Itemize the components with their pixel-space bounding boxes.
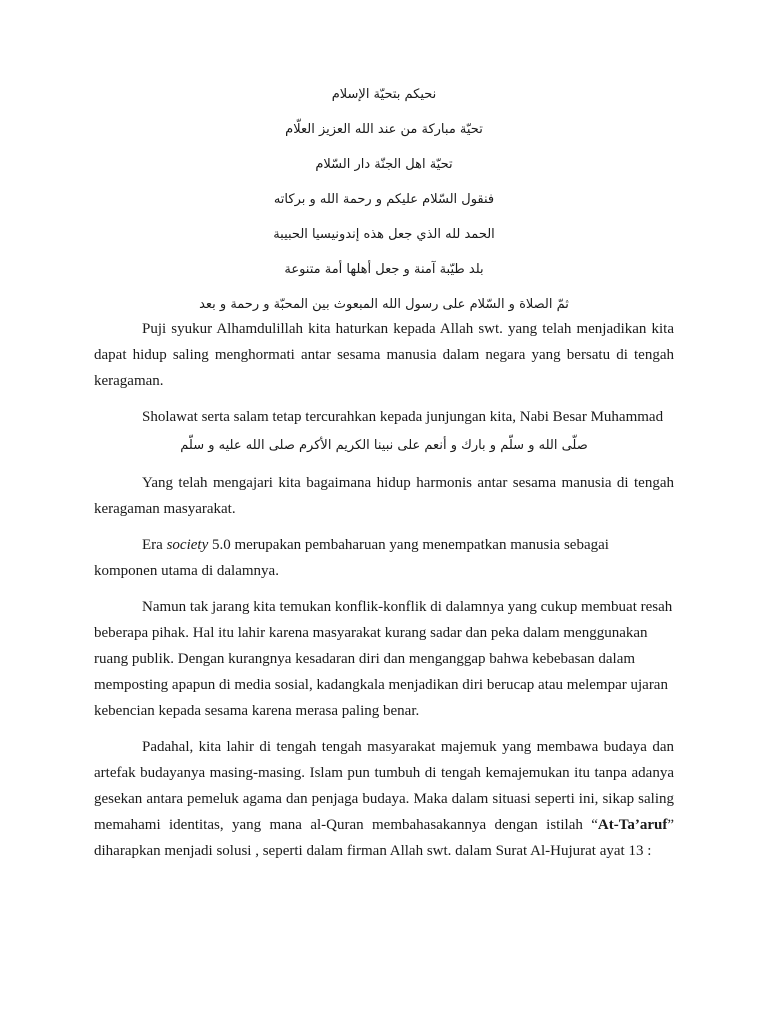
arabic-line: فنقول السّلام عليكم و رحمة الله و بركاته [273, 192, 495, 207]
paragraph-sholawat [94, 404, 674, 430]
paragraph-text: Puji syukur Alhamdulillah kita haturkan kepada Allah swt. yang telah menjadikan kita dapat hidup saling menghormati antar sesama manusia dalam negara yang bersatu di tengah keragaman. [94, 321, 674, 389]
paragraph-conflict [94, 594, 674, 724]
arabic-line: تحيّة مباركة من عند الله العزيز العلّام [285, 122, 483, 137]
paragraph-society [94, 532, 674, 584]
paragraph-text: ” diharapkan menjadi solusi , seperti dalam firman Allah swt. dalam Surat Al-Hujurat ayat 13 : [94, 817, 674, 859]
paragraph-harmony [94, 470, 674, 522]
arabic-line: بلد طيّبة آمنة و جعل أهلها أمة متنوعة [284, 262, 484, 277]
italic-term: society [166, 537, 209, 553]
arabic-opening-greeting [94, 84, 674, 329]
paragraph-text: Yang telah mengajari kita bagaimana hidup harmonis antar sesama manusia di tengah keragaman masyarakat. [94, 475, 674, 517]
speech-body [94, 316, 674, 874]
paragraph-text: Namun tak jarang kita temukan konflik-konflik di dalamnya yang cukup membuat resah beberapa pihak. Hal itu lahir karena masyarakat kurang sadar dan peka dalam menggunakan ruang publik. Dengan kurangnya kesadaran diri dan menganggap bahwa kebebasan dalam memposting apapun di media sosial, kadangkala menjadikan diri berucap atau melempar ujaran kebencian kepada sesama karena merasa paling benar. [94, 599, 673, 719]
paragraph-gratitude [94, 316, 674, 394]
paragraph-text: Padahal, kita lahir di tengah tengah masyarakat majemuk yang membawa budaya dan artefak budayanya masing-masing. Islam pun tumbuh di tengah kemajemukan itu tanpa adanya gesekan antara pemeluk agama dan penjaga budaya. Maka dalam situasi seperti ini, sikap saling memahami identitas, yang mana al-Quran membahasakannya dengan istilah “ [94, 739, 674, 833]
arabic-line: تحيّة اهل الجنّة دار السّلام [315, 157, 453, 172]
salawat-arabic: صلّى الله و سلّم و بارك و أنعم على نبينا الكريم الأكرم صلى الله عليه و سلّم [180, 438, 588, 453]
arabic-line: نحيكم بتحيّة الإسلام [331, 87, 437, 102]
arabic-line: ثمّ الصلاة و السّلام على رسول الله المبعوث بين المحبّة و رحمة و بعد [199, 297, 569, 312]
paragraph-text: 5.0 merupakan pembaharuan yang menempatkan manusia sebagai komponen utama di dalamnya. [94, 537, 609, 579]
paragraph-text: Era [142, 537, 167, 553]
paragraph-diversity [94, 734, 674, 864]
bold-term: At-Ta’aruf [597, 817, 668, 833]
paragraph-text: Sholawat serta salam tetap tercurahkan kepada junjungan kita, Nabi Besar Muhammad [142, 409, 664, 425]
arabic-line: الحمد لله الذي جعل هذه إندونيسيا الحبيبة [273, 227, 495, 242]
